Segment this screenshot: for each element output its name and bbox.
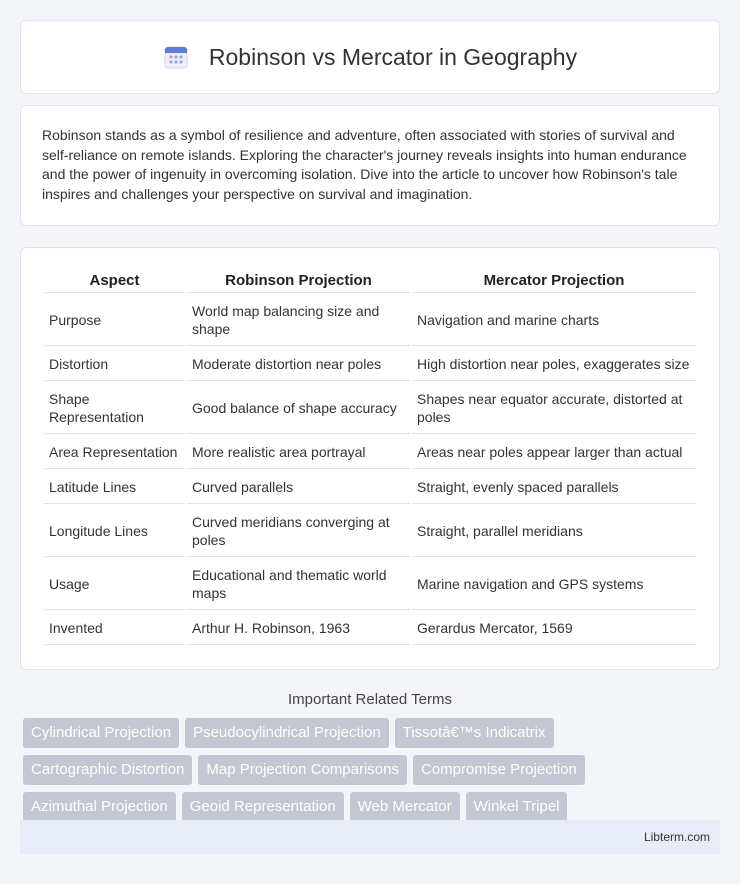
footer <box>20 820 720 854</box>
table-cell: Good balance of shape accuracy <box>187 383 410 434</box>
table-cell: Usage <box>44 559 185 610</box>
table-row <box>44 559 696 610</box>
table-cell: Distortion <box>44 348 185 381</box>
table-cell: Gerardus Mercator, 1569 <box>412 612 696 645</box>
related-term-tag[interactable]: Winkel Tripel <box>466 792 568 822</box>
table-cell: Straight, parallel meridians <box>412 506 696 557</box>
table-cell: High distortion near poles, exaggerates size <box>412 348 696 381</box>
table-cell: Educational and thematic world maps <box>187 559 410 610</box>
table-row <box>44 506 696 557</box>
calendar-icon <box>163 44 189 70</box>
table-cell: Curved meridians converging at poles <box>187 506 410 557</box>
table-row <box>44 295 696 346</box>
column-header-robinson: Robinson Projection <box>187 270 410 293</box>
header-card <box>20 20 720 94</box>
table-cell: More realistic area portrayal <box>187 436 410 469</box>
column-header-aspect: Aspect <box>44 270 185 293</box>
table-row <box>44 471 696 504</box>
related-term-tag[interactable]: Tissotâ€™s Indicatrix <box>395 718 554 748</box>
table-cell: Longitude Lines <box>44 506 185 557</box>
related-terms-title: Important Related Terms <box>288 691 452 708</box>
table-cell: Areas near poles appear larger than actual <box>412 436 696 469</box>
column-header-mercator: Mercator Projection <box>412 270 696 293</box>
related-term-tag[interactable]: Web Mercator <box>350 792 460 822</box>
table-cell: World map balancing size and shape <box>187 295 410 346</box>
table-cell: Navigation and marine charts <box>412 295 696 346</box>
related-term-tag[interactable]: Cartographic Distortion <box>23 755 192 785</box>
footer-site-link[interactable]: Libterm.com <box>643 830 710 844</box>
table-cell: Straight, evenly spaced parallels <box>412 471 696 504</box>
table-row <box>44 436 696 469</box>
table-cell: Arthur H. Robinson, 1963 <box>187 612 410 645</box>
table-cell: Shape Representation <box>44 383 185 434</box>
related-term-tag[interactable]: Cylindrical Projection <box>23 718 179 748</box>
table-cell: Moderate distortion near poles <box>187 348 410 381</box>
related-term-tag[interactable]: Azimuthal Projection <box>23 792 176 822</box>
comparison-table <box>42 268 698 647</box>
related-terms-list <box>20 718 720 822</box>
page-title: Robinson vs Mercator in Geography <box>208 43 578 70</box>
intro-text: Robinson stands as a symbol of resilience and adventure, often associated with stories of survival and self-reliance on remote islands. Exploring the character's journey reveals insights into human endurance and the power of ingenuity in overcoming isolation. Dive into the article to uncover how Robinson's tale inspires and challenges your perspective on survival and imagination. <box>42 127 687 202</box>
intro-card <box>20 105 720 226</box>
table-cell: Invented <box>44 612 185 645</box>
table-cell: Shapes near equator accurate, distorted at poles <box>412 383 696 434</box>
comparison-table-card <box>20 247 720 670</box>
related-term-tag[interactable]: Geoid Representation <box>182 792 344 822</box>
table-cell: Marine navigation and GPS systems <box>412 559 696 610</box>
related-term-tag[interactable]: Compromise Projection <box>413 755 585 785</box>
table-row <box>44 612 696 645</box>
table-row <box>44 348 696 381</box>
related-term-tag[interactable]: Map Projection Comparisons <box>198 755 407 785</box>
table-cell: Curved parallels <box>187 471 410 504</box>
table-header-row <box>44 270 696 293</box>
related-term-tag[interactable]: Pseudocylindrical Projection <box>185 718 389 748</box>
table-row <box>44 383 696 434</box>
table-cell: Latitude Lines <box>44 471 185 504</box>
table-cell: Purpose <box>44 295 185 346</box>
table-cell: Area Representation <box>44 436 185 469</box>
